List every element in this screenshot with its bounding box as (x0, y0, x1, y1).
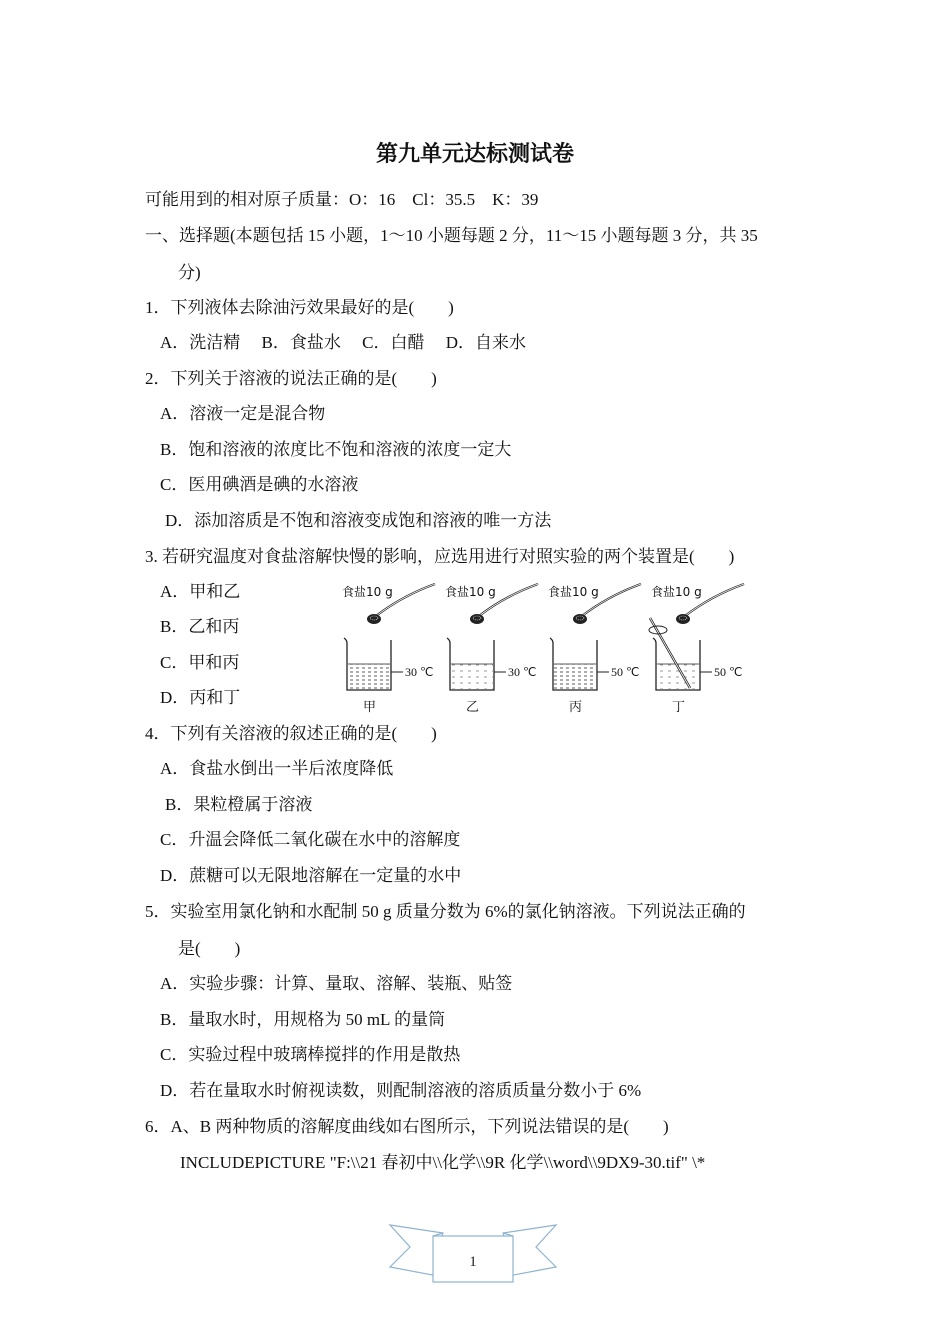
q5-option-b: B．量取水时，用规格为 50 mL 的量筒 (160, 1010, 446, 1029)
q1-options: A．洗洁精 B．食盐水 C．白醋 D．自来水 (160, 333, 526, 352)
spoon-bowl-salt (676, 614, 690, 624)
q3-option-a: A．甲和乙 (160, 582, 241, 601)
beaker-unit (649, 584, 744, 715)
q2-option-c: C．医用碘酒是碘的水溶液 (160, 475, 359, 494)
q6-include-field: INCLUDEPICTURE "F:\\21 春初中\\化学\\9R 化学\\word\\9DX9-30.tif" \* (180, 1153, 706, 1172)
temperature-label: 50 ℃ (611, 665, 640, 679)
q5-option-d: D．若在量取水时俯视读数，则配制溶液的溶质质量分数小于 6% (160, 1081, 642, 1100)
spoon-label: 食盐10 g (548, 585, 599, 599)
beaker-liquid (348, 664, 390, 689)
temperature-label: 50 ℃ (714, 665, 743, 679)
q4-option-c: C．升温会降低二氧化碳在水中的溶解度 (160, 830, 461, 849)
q5-option-a: A．实验步骤：计算、量取、溶解、装瓶、贴签 (160, 974, 513, 993)
q3-option-b: B．乙和丙 (160, 617, 240, 636)
spoon-label: 食盐10 g (342, 585, 393, 599)
q3-option-d: D．丙和丁 (160, 688, 241, 707)
q5-stem-cont: 是( ) (178, 939, 241, 958)
section-heading-cont: 分) (178, 263, 201, 282)
q1-stem: 1．下列液体去除油污效果最好的是( ) (145, 298, 454, 317)
page-title: 第九单元达标测试卷 (375, 142, 574, 167)
q4-stem: 4．下列有关溶液的叙述正确的是( ) (145, 724, 437, 743)
beaker-name: 乙 (466, 700, 480, 715)
q4-option-b: B．果粒橙属于溶液 (165, 795, 313, 814)
q2-option-d: D．添加溶质是不饱和溶液变成饱和溶液的唯一方法 (165, 511, 552, 530)
beaker-name: 丁 (672, 700, 686, 715)
q5-option-c: C．实验过程中玻璃棒搅拌的作用是散热 (160, 1045, 461, 1064)
q2-stem: 2．下列关于溶液的说法正确的是( ) (145, 369, 437, 388)
q3-option-c: C．甲和丙 (160, 653, 240, 672)
beaker-experiment-figure (332, 578, 752, 718)
beaker-name: 丙 (569, 700, 583, 715)
beaker-unit (445, 584, 538, 715)
page-number: 1 (469, 1254, 477, 1270)
spoon-bowl-salt (573, 614, 587, 624)
q4-option-d: D．蔗糖可以无限地溶解在一定量的水中 (160, 866, 462, 885)
spoon-label: 食盐10 g (651, 585, 702, 599)
spoon-label: 食盐10 g (445, 585, 496, 599)
beaker-liquid (451, 664, 493, 689)
q2-option-a: A．溶液一定是混合物 (160, 404, 326, 423)
beaker-name: 甲 (363, 700, 377, 715)
section-heading: 一、选择题(本题包括 15 小题，1～10 小题每题 2 分，11～15 小题每题 3 分，共 35 (145, 226, 758, 245)
q4-option-a: A．食盐水倒出一半后浓度降低 (160, 759, 394, 778)
q6-stem: 6．A、B 两种物质的溶解度曲线如右图所示，下列说法错误的是( ) (145, 1117, 669, 1136)
temperature-label: 30 ℃ (508, 665, 537, 679)
spoon-bowl-salt (367, 614, 381, 624)
page-number-ribbon (388, 1219, 558, 1289)
q2-option-b: B．饱和溶液的浓度比不饱和溶液的浓度一定大 (160, 440, 512, 459)
temperature-label: 30 ℃ (405, 665, 434, 679)
beaker-unit (548, 584, 641, 715)
beaker-unit (342, 584, 435, 715)
atomic-mass-line: 可能用到的相对原子质量：O：16 Cl：35.5 K：39 (145, 190, 539, 209)
beaker-liquid (554, 664, 596, 689)
q5-stem: 5．实验室用氯化钠和水配制 50 g 质量分数为 6%的氯化钠溶液。下列说法正确的 (145, 902, 746, 921)
spoon-bowl-salt (470, 614, 484, 624)
q3-stem: 3. 若研究温度对食盐溶解快慢的影响，应选用进行对照实验的两个装置是( ) (145, 547, 735, 566)
